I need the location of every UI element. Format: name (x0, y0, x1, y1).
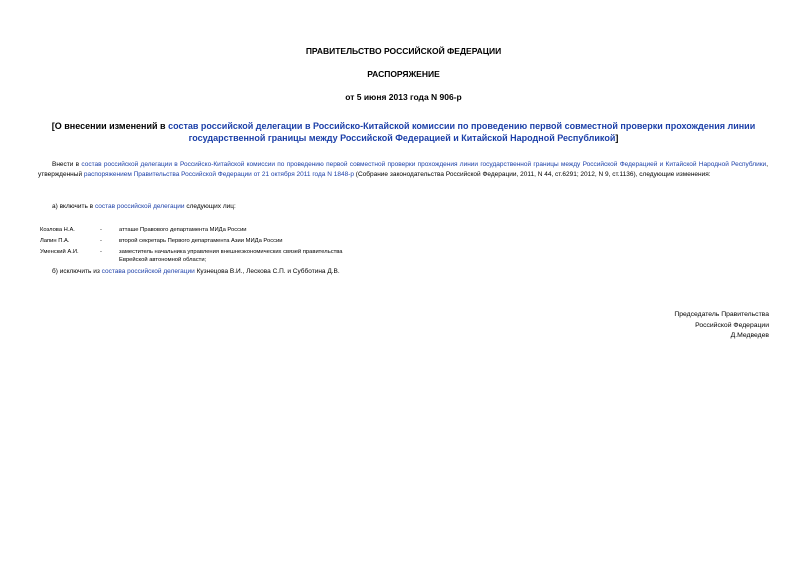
title-open: [О внесении изменений в (51, 121, 169, 131)
item-b (52, 268, 340, 275)
dash: - (100, 238, 102, 244)
title-close: ] (615, 133, 619, 143)
item-a-suffix: следующих лиц: (184, 203, 236, 210)
item-b-prefix: б) исключить из (52, 268, 102, 275)
document-date-number: от 5 июня 2013 года N 906-р (345, 92, 462, 102)
signature-block (674, 310, 769, 342)
item-b-link[interactable]: состава российской делегации (101, 268, 195, 275)
decree-link[interactable]: распоряжением Правительства Российской Федерации от 21 октября 2011 года N 1848-р (83, 170, 354, 178)
item-a (52, 203, 236, 210)
person-name: Лапин П.А. (40, 238, 70, 244)
person-role: заместитель начальника управления внешнеэкономических связей правительства Еврейской автономной области; (119, 249, 343, 263)
dash: - (100, 249, 102, 255)
item-a-link[interactable]: состав российской делегации (94, 203, 185, 210)
signature-org: Российской Федерации (695, 321, 769, 329)
signature-name: Д.Медведев (730, 332, 769, 339)
person-name: Козлова Н.А. (40, 227, 75, 233)
person-role: второй секретарь Первого департамента Азии МИДа России (119, 238, 283, 244)
intro-text-3: (Собрание законодательства Российской Федерации, 2011, N 44, ст.6291; 2012, N 9, ст.1136), следующие изменения: (353, 170, 711, 178)
item-a-prefix: а) включить в (52, 203, 95, 210)
item-b-suffix: Кузнецова В.И., Лескова С.П. и Субботина Д.В. (194, 268, 340, 275)
government-heading: ПРАВИТЕЛЬСТВО РОССИЙСКОЙ ФЕДЕРАЦИИ (305, 46, 502, 56)
delegation-composition-link[interactable]: состав российской делегации в Российско-Китайской комиссии по проведению первой совместной проверки прохождения линии государственной границы между Российской Федерацией и Китайской Народной Республики (81, 161, 767, 168)
document-type: РАСПОРЯЖЕНИЕ (367, 69, 440, 79)
dash: - (100, 227, 102, 233)
title-link[interactable]: состав российской делегации в Российско-Китайской комиссии по проведению первой совместной проверки прохождения линии государственной границы между Российской Федерацией и Китайской Народной Республикой (168, 121, 756, 143)
person-name: Уменский А.И. (40, 249, 79, 255)
document-title (40, 120, 767, 144)
intro-paragraph (38, 160, 768, 179)
signature-title: Председатель Правительства (674, 311, 769, 318)
intro-text-2: , утвержденный (38, 161, 769, 178)
intro-text-1: Внести в (52, 161, 82, 168)
person-role: атташе Правового департамента МИДа России (119, 227, 247, 233)
